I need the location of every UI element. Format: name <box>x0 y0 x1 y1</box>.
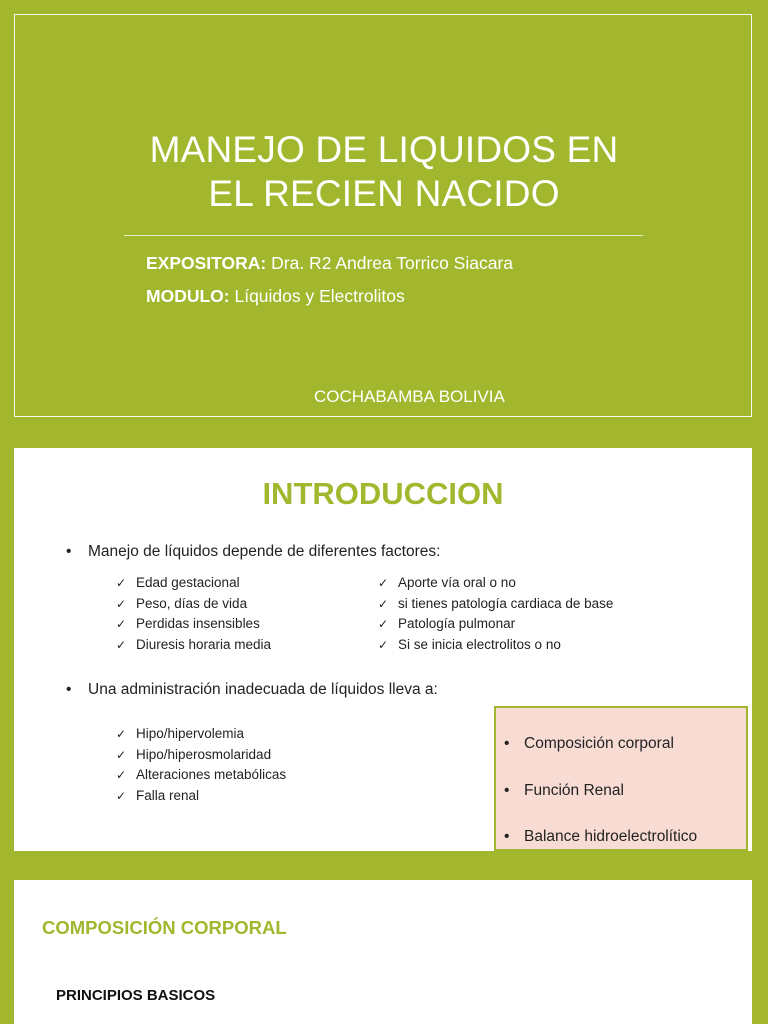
checkmark-icon: ✓ <box>116 596 127 611</box>
location-text: COCHABAMBA BOLIVIA <box>314 387 505 406</box>
topic-item: • Función Renal <box>504 782 624 799</box>
list-item: ✓ Perdidas insensibles <box>116 614 271 635</box>
bullet-factors-text: Manejo de líquidos depende de diferentes factores: <box>88 543 441 560</box>
title-divider <box>124 235 643 236</box>
bullet-dot-icon: • <box>504 735 510 752</box>
consequences-list <box>116 724 286 806</box>
checkmark-icon: ✓ <box>116 637 127 652</box>
list-item: ✓ si tienes patología cardiaca de base <box>378 594 613 615</box>
intro-title: INTRODUCCION <box>262 476 504 511</box>
list-item: ✓ Alteraciones metabólicas <box>116 765 286 786</box>
list-item: ✓ Edad gestacional <box>116 573 271 594</box>
presenter-line <box>146 253 513 274</box>
checkmark-icon: ✓ <box>116 576 127 590</box>
module-label: MODULO: <box>146 286 230 306</box>
title-line-2: EL RECIEN NACIDO <box>208 173 560 214</box>
module-line <box>146 286 405 307</box>
checkmark-icon: ✓ <box>378 576 389 590</box>
bullet-dot-icon: • <box>504 782 510 799</box>
list-item: ✓ Peso, días de vida <box>116 594 271 615</box>
slide-composicion <box>14 880 752 1024</box>
presentation-title <box>0 128 768 216</box>
module-value: Líquidos y Electrolitos <box>229 286 405 306</box>
composicion-title: COMPOSICIÓN CORPORAL <box>42 917 287 938</box>
bullet-factors <box>66 543 440 561</box>
list-item: ✓ Hipo/hiperosmolaridad <box>116 745 286 766</box>
slide-introduccion <box>14 448 752 851</box>
checkmark-icon: ✓ <box>116 768 127 782</box>
bullet-consequences-text: Una administración inadecuada de líquidos lleva a: <box>88 681 438 698</box>
bullet-consequences <box>66 681 438 699</box>
checkmark-icon: ✓ <box>116 788 127 803</box>
checkmark-icon: ✓ <box>378 596 389 611</box>
checkmark-icon: ✓ <box>116 747 127 762</box>
title-line-1: MANEJO DE LIQUIDOS EN <box>149 129 619 170</box>
checkmark-icon: ✓ <box>378 617 389 631</box>
presenter-value: Dra. R2 Andrea Torrico Siacara <box>266 253 514 273</box>
bullet-dot-icon: • <box>66 681 72 698</box>
list-item: ✓ Hipo/hipervolemia <box>116 724 286 745</box>
list-item: ✓ Diuresis horaria media <box>116 635 271 656</box>
presenter-label: EXPOSITORA: <box>146 253 267 273</box>
factors-right-list <box>378 573 613 655</box>
bullet-dot-icon: • <box>66 543 72 560</box>
topic-item: • Balance hidroelectrolítico <box>504 828 698 845</box>
topics-box <box>494 706 748 851</box>
factors-left-list <box>116 573 271 655</box>
list-item: ✓ Falla renal <box>116 786 286 807</box>
checkmark-icon: ✓ <box>116 727 127 741</box>
principios-subtitle: PRINCIPIOS BASICOS <box>56 987 216 1004</box>
checkmark-icon: ✓ <box>116 617 127 631</box>
slide-title <box>0 0 768 430</box>
topic-item: • Composición corporal <box>504 735 674 752</box>
list-item: ✓ Patología pulmonar <box>378 614 613 635</box>
checkmark-icon: ✓ <box>378 637 389 652</box>
bullet-dot-icon: • <box>504 828 510 845</box>
list-item: ✓ Si se inicia electrolitos o no <box>378 635 613 656</box>
list-item: ✓ Aporte vía oral o no <box>378 573 613 594</box>
